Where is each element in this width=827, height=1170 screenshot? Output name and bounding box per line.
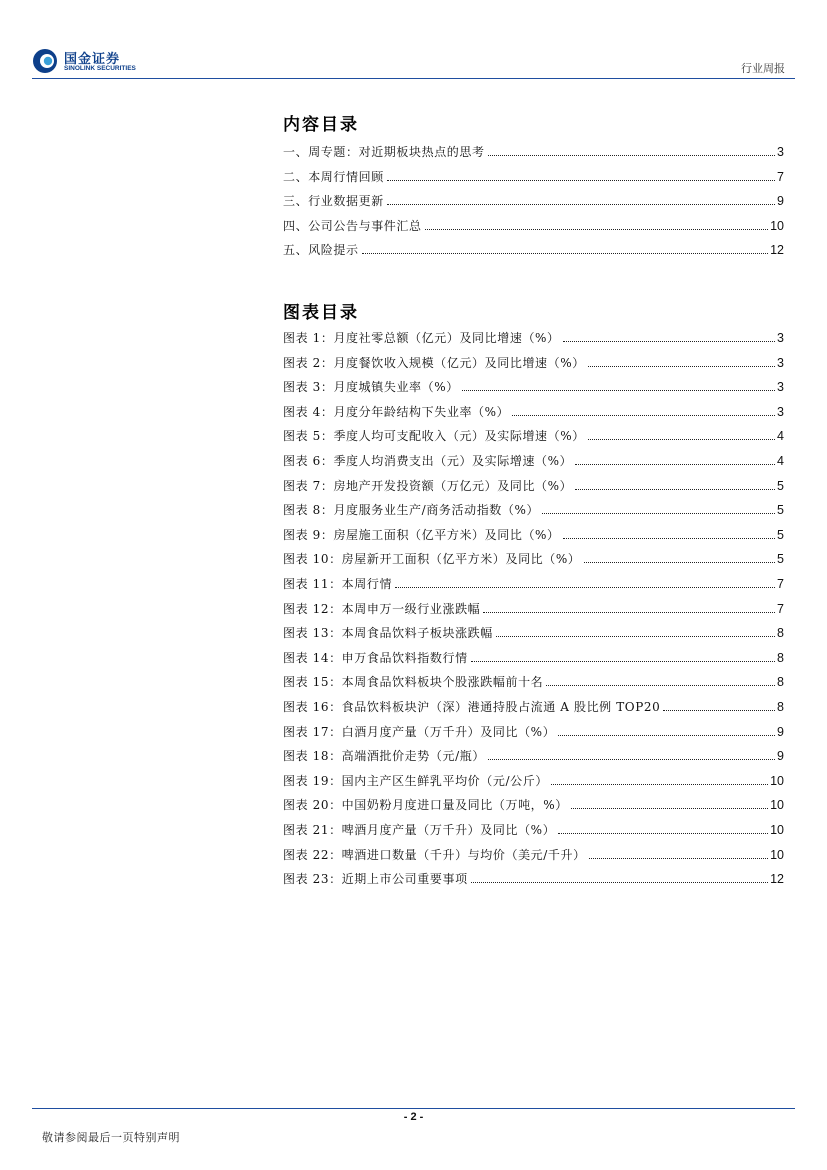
toc-entry-text[interactable]: 二、本周行情回顾	[283, 169, 384, 184]
toc-page-number: 3	[777, 331, 784, 345]
toc-entry-text[interactable]: 图表 3：月度城镇失业率（%）	[283, 380, 459, 395]
toc-page-number: 7	[777, 577, 784, 591]
figure-entry[interactable]	[283, 424, 784, 444]
figure-entry[interactable]	[283, 326, 784, 346]
toc-page-number: 10	[770, 773, 784, 788]
toc-entry-text[interactable]: 图表 2：月度餐饮收入规模（亿元）及同比增速（%）	[283, 355, 585, 370]
footer-disclaimer: 敬请参阅最后一页特别声明	[42, 1131, 180, 1144]
toc-entry-text[interactable]: 图表 8：月度服务业生产/商务活动指数（%）	[283, 503, 540, 518]
toc-page-number: 4	[777, 429, 784, 444]
toc-entry-text[interactable]: 图表 15：本周食品饮料板块个股涨跌幅前十名	[283, 675, 544, 690]
dot-leader	[571, 808, 768, 809]
toc-page-number: 5	[777, 503, 784, 518]
dot-leader	[488, 155, 775, 156]
figure-entry[interactable]	[283, 375, 784, 395]
toc-page-number: 5	[777, 527, 784, 542]
contents-entry[interactable]	[283, 140, 784, 160]
contents-entry[interactable]	[283, 165, 784, 185]
toc-page-number: 7	[777, 601, 784, 616]
logo-chinese-name: 国金证券	[64, 52, 121, 67]
toc-page-number: 5	[777, 552, 784, 567]
toc-entry-text[interactable]: 图表 11：本周行情	[283, 577, 393, 591]
toc-entry-text[interactable]: 三、行业数据更新	[283, 194, 384, 208]
dot-leader	[588, 366, 775, 367]
toc-entry-text[interactable]: 图表 16：食品饮料板块沪（深）港通持股占流通 A 股比例 TOP20	[283, 700, 661, 714]
figure-entry[interactable]	[283, 572, 784, 592]
figure-entry[interactable]	[283, 818, 784, 838]
contents-entry[interactable]	[283, 214, 784, 234]
figure-entry[interactable]	[283, 720, 784, 740]
dot-leader	[558, 833, 768, 834]
figure-entry[interactable]	[283, 769, 784, 789]
toc-entry-text[interactable]: 图表 7：房地产开发投资额（万亿元）及同比（%）	[283, 478, 573, 493]
figure-entry[interactable]	[283, 793, 784, 813]
dot-leader	[395, 587, 775, 588]
toc-page-number: 8	[777, 650, 784, 665]
figure-entry[interactable]	[283, 670, 784, 690]
toc-entry-text[interactable]: 五、风险提示	[283, 243, 359, 257]
figure-entry[interactable]	[283, 646, 784, 666]
toc-page-number: 4	[777, 454, 784, 468]
toc-page-number: 9	[777, 194, 784, 208]
dot-leader	[496, 636, 775, 637]
toc-page-number: 9	[777, 749, 784, 764]
dot-leader	[563, 538, 775, 539]
toc-page-number: 10	[770, 218, 784, 233]
logo-english-name: SINOLINK SECURITIES	[64, 65, 136, 72]
contents-title: 内容目录	[283, 115, 359, 135]
toc-entry-text[interactable]: 图表 10：房屋新开工面积（亿平方米）及同比（%）	[283, 552, 581, 567]
toc-page-number: 12	[770, 872, 784, 887]
toc-entry-text[interactable]: 图表 23：近期上市公司重要事项	[283, 872, 468, 887]
figure-entry[interactable]	[283, 474, 784, 494]
dot-leader	[462, 390, 775, 391]
header-divider	[32, 78, 795, 79]
toc-page-number: 3	[777, 380, 784, 395]
dot-leader	[471, 661, 775, 662]
toc-page-number: 8	[777, 626, 784, 641]
report-type-label: 行业周报	[741, 62, 785, 75]
dot-leader	[588, 439, 775, 440]
page-number: - 2 -	[403, 1111, 424, 1123]
figure-entry[interactable]	[283, 400, 784, 420]
toc-entry-text[interactable]: 四、公司公告与事件汇总	[283, 218, 422, 233]
dot-leader	[558, 735, 775, 736]
contents-entry[interactable]	[283, 189, 784, 209]
figure-entry[interactable]	[283, 744, 784, 764]
dot-leader	[663, 710, 775, 711]
dot-leader	[483, 612, 775, 613]
toc-page-number: 3	[777, 404, 784, 419]
figure-entry[interactable]	[283, 597, 784, 617]
toc-page-number: 12	[770, 243, 784, 257]
toc-page-number: 3	[777, 355, 784, 370]
toc-entry-text[interactable]: 图表 20：中国奶粉月度进口量及同比（万吨，%）	[283, 798, 568, 813]
contents-entry[interactable]	[283, 238, 784, 258]
toc-page-number: 3	[777, 145, 784, 159]
toc-page-number: 8	[777, 700, 784, 714]
toc-page-number: 10	[770, 798, 784, 813]
footer-divider	[32, 1108, 795, 1109]
company-logo	[32, 48, 152, 78]
toc-entry-text[interactable]: 图表 12：本周申万一级行业涨跌幅	[283, 601, 481, 616]
figure-entry[interactable]	[283, 351, 784, 371]
figure-entry[interactable]	[283, 523, 784, 543]
dot-leader	[575, 464, 775, 465]
toc-page-number: 8	[777, 675, 784, 690]
toc-entry-text[interactable]: 图表 21：啤酒月度产量（万千升）及同比（%）	[283, 823, 556, 837]
toc-entry-text[interactable]: 图表 5：季度人均可支配收入（元）及实际增速（%）	[283, 429, 585, 444]
toc-page-number: 9	[777, 724, 784, 739]
figure-entry[interactable]	[283, 449, 784, 469]
dot-leader	[563, 341, 775, 342]
toc-page-number: 10	[770, 823, 784, 837]
figure-entry[interactable]	[283, 695, 784, 715]
toc-entry-text[interactable]: 图表 4：月度分年龄结构下失业率（%）	[283, 404, 510, 419]
toc-page-number: 5	[777, 478, 784, 493]
dot-leader	[488, 759, 775, 760]
dot-leader	[425, 229, 768, 230]
dot-leader	[589, 858, 768, 859]
dot-leader	[387, 180, 775, 181]
toc-entry-text[interactable]: 图表 22：啤酒进口数量（千升）与均价（美元/千升）	[283, 847, 586, 862]
figure-entry[interactable]	[283, 867, 784, 887]
toc-entry-text[interactable]: 图表 14：申万食品饮料指数行情	[283, 650, 468, 665]
dot-leader	[584, 562, 776, 563]
toc-entry-text[interactable]: 图表 19：国内主产区生鲜乳平均价（元/公斤）	[283, 773, 548, 788]
dot-leader	[387, 204, 775, 205]
toc-entry-text[interactable]: 图表 9：房屋施工面积（亿平方米）及同比（%）	[283, 527, 560, 542]
dot-leader	[575, 489, 775, 490]
toc-entry-text[interactable]: 图表 18：高端酒批价走势（元/瓶）	[283, 749, 485, 764]
figures-title: 图表目录	[283, 303, 359, 323]
toc-page-number: 7	[777, 169, 784, 184]
toc-entry-text[interactable]: 图表 1：月度社零总额（亿元）及同比增速（%）	[283, 331, 560, 345]
toc-entry-text[interactable]: 一、周专题：对近期板块热点的思考	[283, 145, 485, 159]
figure-entry[interactable]	[283, 547, 784, 567]
toc-entry-text[interactable]: 图表 17：白酒月度产量（万千升）及同比（%）	[283, 724, 556, 739]
dot-leader	[546, 685, 775, 686]
dot-leader	[551, 784, 768, 785]
toc-entry-text[interactable]: 图表 6：季度人均消费支出（元）及实际增速（%）	[283, 454, 573, 468]
dot-leader	[542, 513, 775, 514]
toc-page-number: 10	[770, 847, 784, 862]
toc-entry-text[interactable]: 图表 13：本周食品饮料子板块涨跌幅	[283, 626, 493, 641]
figure-entry[interactable]	[283, 621, 784, 641]
dot-leader	[512, 415, 775, 416]
sinolink-logo-icon	[32, 48, 58, 74]
dot-leader	[362, 253, 768, 254]
figure-entry[interactable]	[283, 498, 784, 518]
dot-leader	[471, 882, 768, 883]
figure-entry[interactable]	[283, 843, 784, 863]
